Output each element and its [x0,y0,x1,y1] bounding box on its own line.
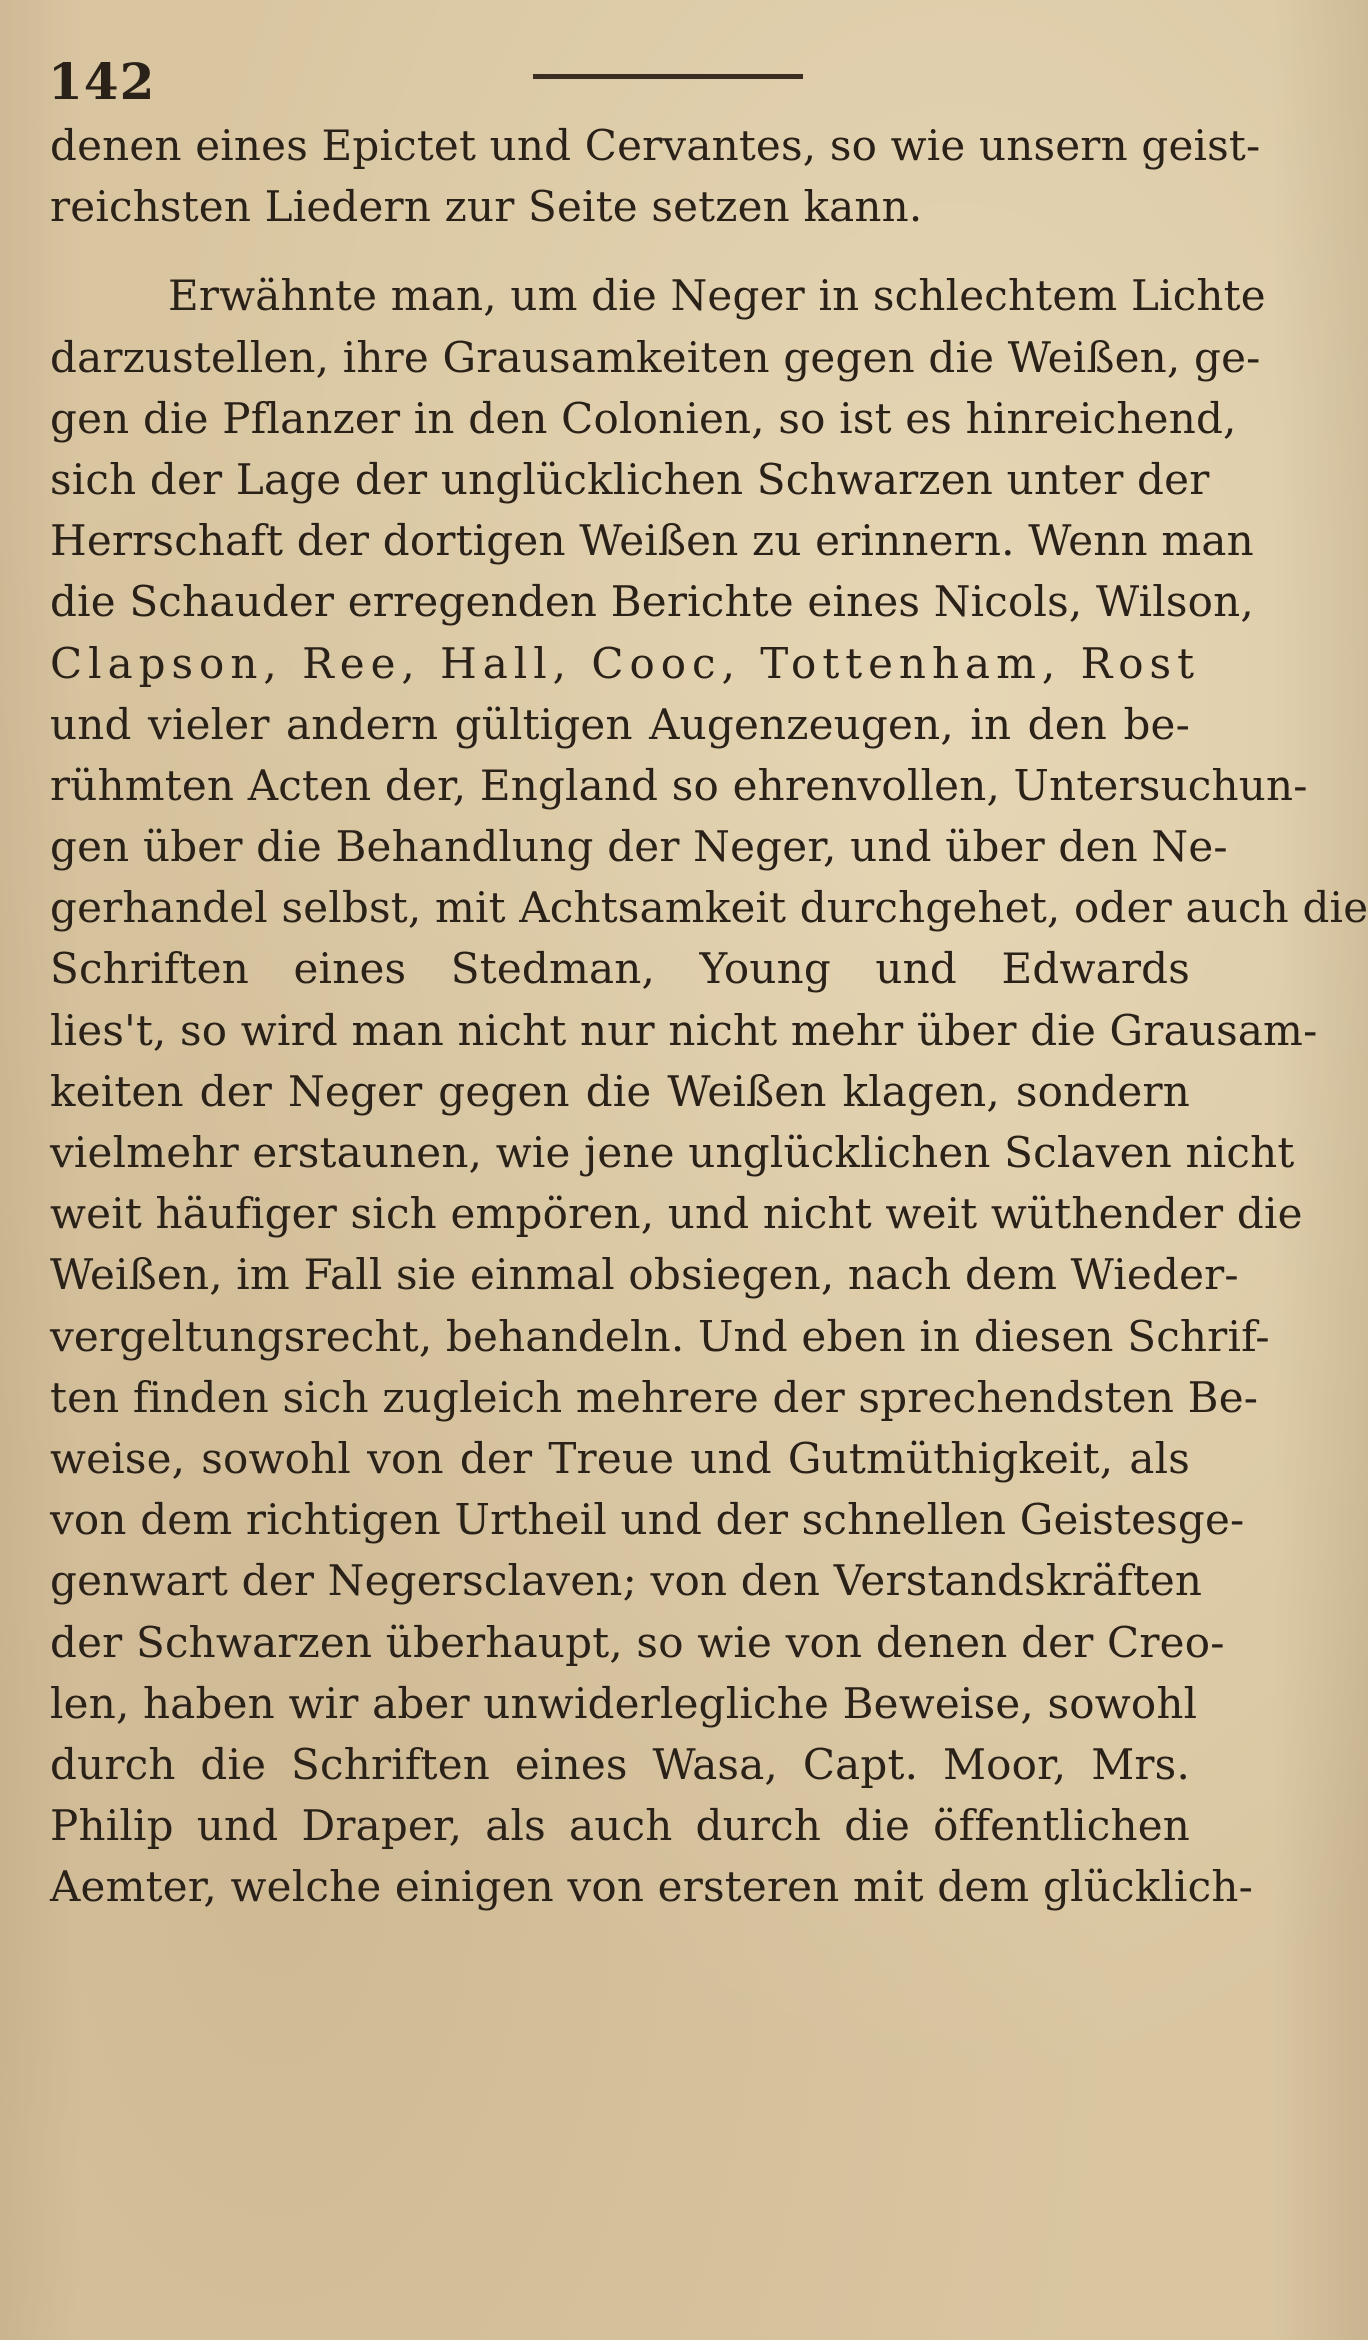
text-line: gen die Pflanzer in den Colonien, so ist es hinreichend, [50,393,1237,443]
text-line: rühmten Acten der, England so ehrenvollen, Untersuchun- [50,760,1308,810]
text-line: len, haben wir aber unwiderlegliche Beweise, sowohl [50,1678,1198,1728]
text-line: Schriften eines Stedman, Young und Edwards [50,944,1190,994]
header-rule [533,74,803,79]
text-line: die Schauder erregenden Berichte eines Nicols, Wilson, [50,577,1254,627]
text-line: und vieler andern gültigen Augenzeugen, in den be- [50,699,1190,749]
text-line: lies't, so wird man nicht nur nicht mehr über die Grausam- [50,1005,1318,1055]
text-line: Aemter, welche einigen von ersteren mit dem glücklich- [50,1862,1253,1912]
text-line: weit häufiger sich empören, und nicht weit wüthender die [50,1189,1303,1239]
text-line: vielmehr erstaunen, wie jene unglücklichen Sclaven nicht [50,1128,1295,1177]
text-line: durch die Schriften eines Wasa, Capt. Moor, Mrs. [50,1739,1190,1789]
text-line: Philip und Draper, als auch durch die öffentlichen [50,1801,1190,1851]
text-line: gerhandel selbst, mit Achtsamkeit durchgehet, oder auch die [50,883,1368,933]
text-line: sich der Lage der unglücklichen Schwarzen unter der [50,454,1210,504]
body-text [50,115,1368,1917]
page-number: 142 [48,52,156,111]
text-line: denen eines Epictet und Cervantes, so wie unsern geist- [50,121,1261,170]
text-line: vergeltungsrecht, behandeln. Und eben in diesen Schrif- [50,1311,1270,1361]
text-line: genwart der Negersclaven; von den Verstandskräften [50,1556,1203,1606]
text-line: Clapson, Ree, Hall, Cooc, Tottenham, Rost [50,638,1200,688]
text-line: ten finden sich zugleich mehrere der sprechendsten Be- [50,1372,1259,1422]
text-line: Herrschaft der dortigen Weißen zu erinnern. Wenn man [50,516,1254,566]
paragraph-gap [50,237,1190,265]
text-line: reichsten Liedern zur Seite setzen kann. [50,182,923,232]
text-line: weise, sowohl von der Treue und Gutmüthigkeit, als [50,1433,1190,1483]
text-line: gen über die Behandlung der Neger, und über den Ne- [50,822,1228,872]
text-line: darzustellen, ihre Grausamkeiten gegen die Weißen, ge- [50,332,1261,382]
text-line: keiten der Neger gegen die Weißen klagen, sondern [50,1066,1190,1116]
page-header [48,52,1148,112]
text-line: Weißen, im Fall sie einmal obsiegen, nach dem Wieder- [50,1250,1239,1300]
text-line: von dem richtigen Urtheil und der schnellen Geistesge- [50,1495,1245,1545]
text-line: Erwähnte man, um die Neger in schlechtem Lichte [168,271,1266,321]
text-line: der Schwarzen überhaupt, so wie von denen der Creo- [50,1617,1225,1667]
